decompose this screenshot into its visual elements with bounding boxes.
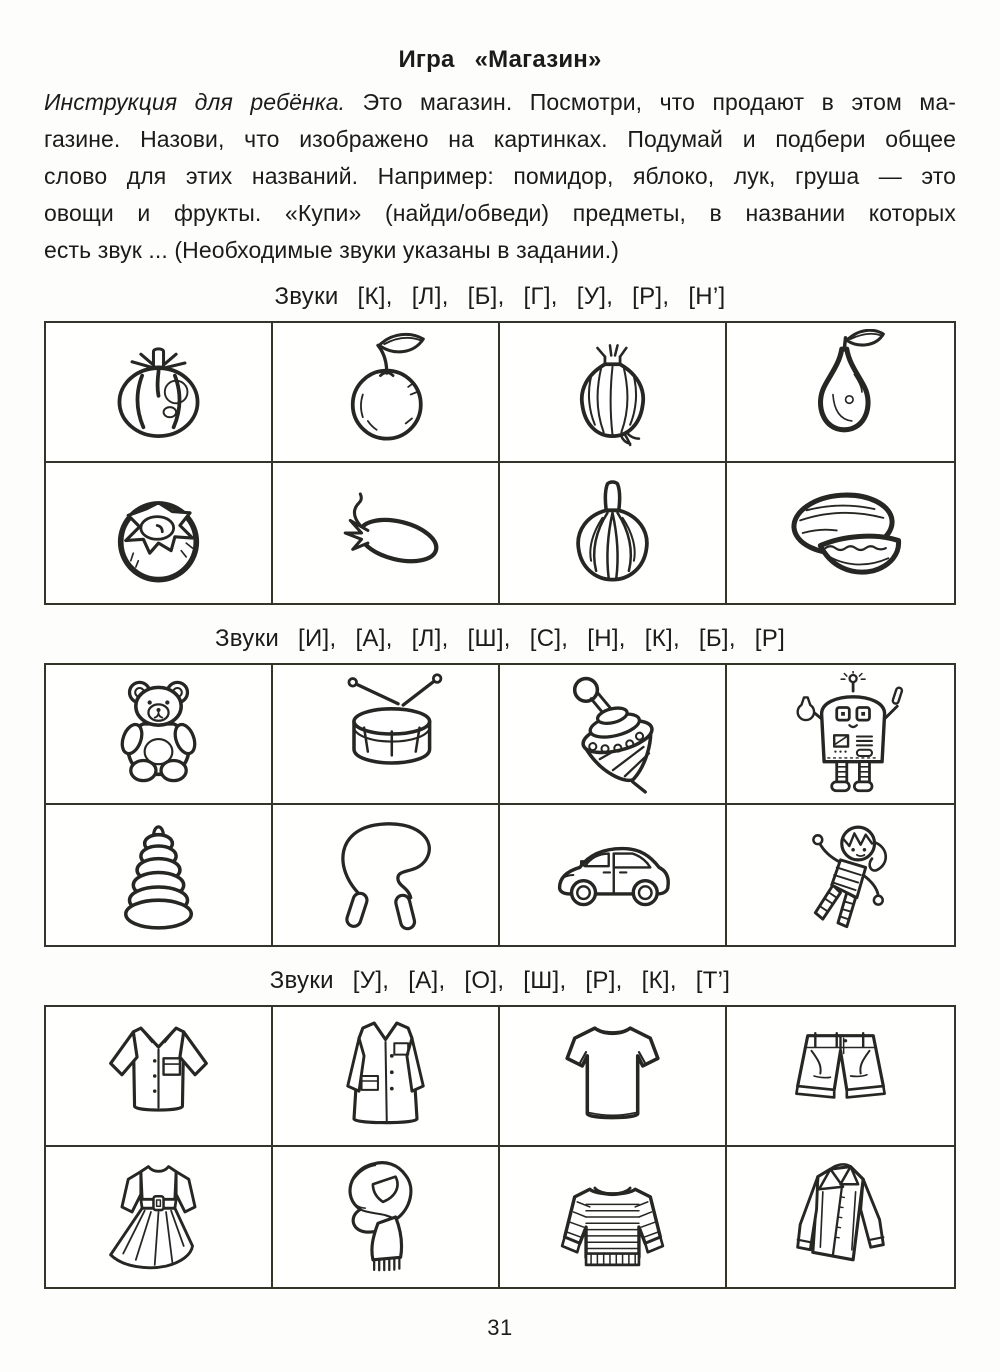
car-icon [500,812,725,938]
product-cell-pyramid[interactable] [46,805,273,945]
product-cell-drum[interactable] [273,665,500,805]
product-cell-apple[interactable] [273,323,500,463]
melon-icon [727,470,954,596]
product-cell-scarf[interactable] [273,1147,500,1287]
spinning-top-icon [500,671,725,797]
jump-rope-icon [273,812,498,938]
apple-icon [273,329,498,455]
product-cell-teddy-bear[interactable] [46,665,273,805]
t-shirt-icon [500,1013,725,1139]
onion-icon [500,329,725,455]
drum-icon [273,671,498,797]
product-cell-persimmon[interactable] [46,463,273,603]
sounds-line-3: Звуки [У], [А], [О], [Ш], [Р], [К], [Т’] [269,967,731,994]
product-cell-t-shirt[interactable] [500,1007,727,1147]
instruction-line: слово для этих названий. Например: помидор, яблоко, лук, груша — это [44,163,956,189]
clothes-grid [44,1005,956,1289]
product-cell-robot[interactable] [727,665,954,805]
page-title: Игра «Магазин» [398,46,602,73]
product-cell-rag-doll[interactable] [727,805,954,945]
instruction-line: газине. Назови, что изображено на картинках. Подумай и подбери общее [44,126,956,152]
instruction-line: овощи и фрукты. «Купи» (найди/обведи) предметы, в названии которых [44,200,956,226]
robot-icon [727,671,954,797]
sounds-line-2: Звуки [И], [А], [Л], [Ш], [С], [Н], [К], [Б], [Р] [214,625,786,652]
pyramid-icon [46,812,271,938]
pear-icon [727,329,954,455]
product-cell-sweater[interactable] [500,1147,727,1287]
page-number: 31 [487,1315,513,1340]
leather-jacket-icon [727,1154,954,1280]
product-cell-jump-rope[interactable] [273,805,500,945]
sweater-icon [500,1154,725,1280]
product-cell-onion[interactable] [500,323,727,463]
jacket-icon [46,1013,271,1139]
instruction-paragraph [44,84,956,269]
product-cell-eggplant[interactable] [273,463,500,603]
teddy-bear-icon [46,671,271,797]
tomato-icon [46,329,271,455]
coat-icon [273,1013,498,1139]
product-cell-spinning-top[interactable] [500,665,727,805]
rag-doll-icon [727,812,954,938]
product-cell-shorts[interactable] [727,1007,954,1147]
persimmon-icon [46,470,271,596]
scarf-icon [273,1154,498,1280]
dress-icon [46,1154,271,1280]
product-cell-car[interactable] [500,805,727,945]
instruction-line: есть звук ... (Необходимые звуки указаны в задании.) [44,237,619,263]
worksheet-page [0,46,1000,1341]
shorts-icon [727,1013,954,1139]
produce-grid [44,321,956,605]
instruction-lead: Инструкция для ребёнка. [44,89,346,115]
product-cell-jacket[interactable] [46,1007,273,1147]
product-cell-tomato[interactable] [46,323,273,463]
garlic-icon [500,470,725,596]
product-cell-dress[interactable] [46,1147,273,1287]
product-cell-coat[interactable] [273,1007,500,1147]
sounds-line-1: Звуки [К], [Л], [Б], [Г], [У], [Р], [Н’] [274,283,726,310]
product-cell-melon[interactable] [727,463,954,603]
instruction-line: Инструкция для ребёнка. Это магазин. Посмотри, что продают в этом ма- [44,89,956,115]
product-cell-pear[interactable] [727,323,954,463]
eggplant-icon [273,470,498,596]
product-cell-leather-jacket[interactable] [727,1147,954,1287]
product-cell-garlic[interactable] [500,463,727,603]
toys-grid [44,663,956,947]
